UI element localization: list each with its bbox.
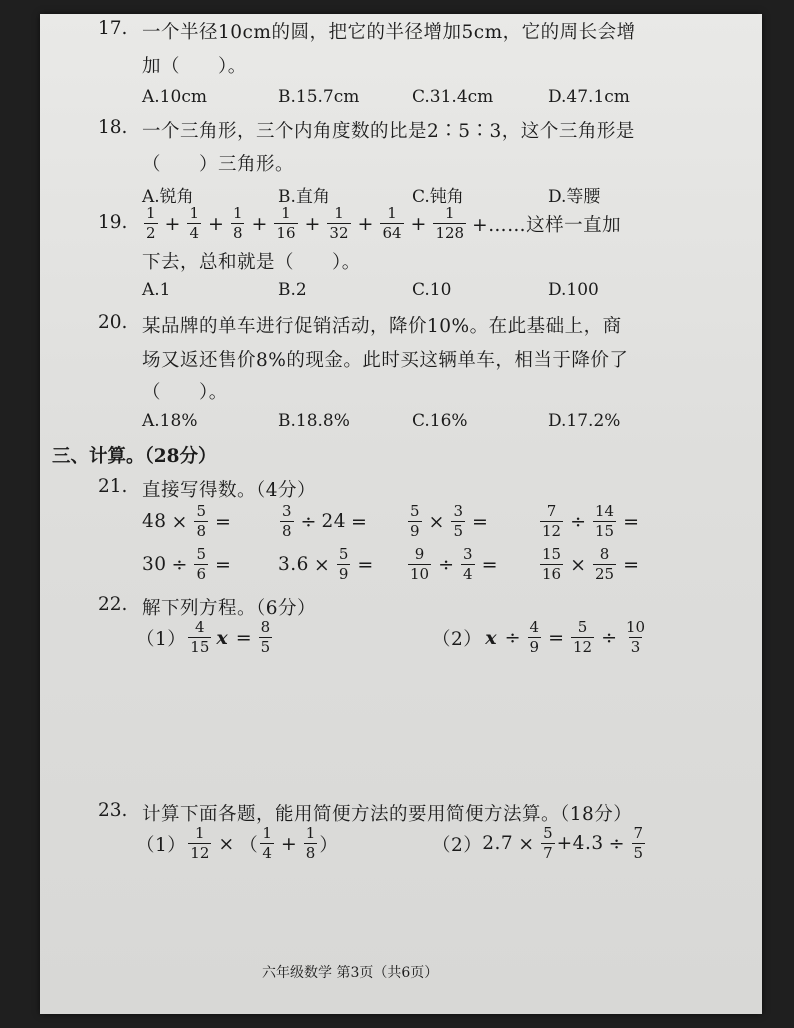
q17-line1: 一个半径10cm的圆，把它的半径增加5cm，它的周长会增 (142, 22, 636, 43)
q21-number: 21. (98, 476, 128, 497)
q19-option-b: B.2 (278, 280, 307, 300)
q18-line2: （ ）三角形。 (142, 154, 295, 175)
q20-line1: 某品牌的单车进行促销活动，降价10%。在此基础上，商 (142, 316, 622, 337)
q19-tail: +……这样一直加 (472, 214, 622, 236)
q19-option-c: C.10 (412, 280, 452, 300)
q17-line2: 加（ ）。 (142, 56, 247, 77)
q20-option-a: A.18% (142, 411, 198, 431)
q21-title: 直接写得数。（4分） (142, 480, 317, 501)
q19-fraction: $\frac{1}{2}$ (146, 204, 156, 242)
q18-number: 18. (98, 117, 128, 138)
q19-fraction: $\frac{1}{32}$ (329, 204, 349, 242)
q17-option-c: C.31.4cm (412, 87, 494, 107)
q20-number: 20. (98, 312, 128, 333)
q21-r2-a: 30 ÷ $\frac{5}{6}$ = (142, 545, 231, 583)
q18-option-c: C.钝角 (412, 187, 464, 207)
q19-option-d: D.100 (548, 280, 599, 300)
q17-option-a: A.10cm (142, 87, 207, 107)
q21-r1-a: 48 × $\frac{5}{8}$ = (142, 502, 231, 540)
q22-equation-2: （2） x ÷ $\frac{4}{9}$ = $\frac{5}{12}$ ÷ $\frac{10}{3}$ (432, 618, 646, 656)
q19-number: 19. (98, 212, 128, 233)
q21-r2-b: 3.6 × $\frac{5}{9}$ = (278, 545, 374, 583)
q17-option-d: D.47.1cm (548, 87, 630, 107)
q21-r2-c: $\frac{9}{10}$ ÷ $\frac{3}{4}$ = (410, 545, 498, 583)
q19-fraction: $\frac{1}{16}$ (276, 204, 296, 242)
q21-r2-d: $\frac{15}{16}$ × $\frac{8}{25}$ = (542, 545, 640, 583)
q18-line1: 一个三角形，三个内角度数的比是2∶5∶3，这个三角形是 (142, 121, 635, 142)
q20-option-d: D.17.2% (548, 411, 621, 431)
q19-option-a: A.1 (142, 280, 171, 300)
q20-option-c: C.16% (412, 411, 468, 431)
q18-option-b: B.直角 (278, 187, 330, 207)
q23-title: 计算下面各题，能用简便方法的要用简便方法算。（18分） (142, 804, 633, 825)
q18-option-a: A.锐角 (142, 187, 194, 207)
q20-option-b: B.18.8% (278, 411, 350, 431)
q21-r1-d: $\frac{7}{12}$ ÷ $\frac{14}{15}$ = (542, 502, 640, 540)
q23-number: 23. (98, 800, 128, 821)
section-three-title: 三、计算。（28分） (52, 446, 217, 467)
q23-expression-2: （2） 2.7 × $\frac{5}{7}$ +4.3 ÷ $\frac{7}{5}$ (432, 824, 644, 862)
q21-r1-b: $\frac{3}{8}$ ÷ 24 = (282, 502, 367, 540)
q22-equation-1: （1） $\frac{4}{15}$ x = $\frac{8}{5}$ (136, 618, 271, 656)
q19-fraction: $\frac{1}{128}$ (435, 204, 465, 242)
q20-line3: （ ）。 (142, 382, 228, 403)
q17-number: 17. (98, 18, 128, 39)
q18-option-d: D.等腰 (548, 187, 601, 207)
q19-fraction: $\frac{1}{8}$ (232, 204, 243, 242)
q19-series: $\frac{1}{2}$ + $\frac{1}{4}$ + $\frac{1}{8}$ + $\frac{1}{16}$ + $\frac{1}{32}$ + $\frac{1}{64}$ + $\frac{1}{128}$ +……这样一直加 (146, 204, 622, 242)
q19-fraction: $\frac{1}{64}$ (382, 204, 402, 242)
q20-line2: 场又返还售价8%的现金。此时买这辆单车，相当于降价了 (142, 350, 629, 371)
exam-page (40, 14, 762, 1014)
q23-expression-1: （1） $\frac{1}{12}$ × （ $\frac{1}{4}$ + $\frac{1}{8}$ ） (136, 824, 339, 862)
q19-fraction: $\frac{1}{4}$ (189, 204, 200, 242)
q22-title: 解下列方程。（6分） (142, 598, 317, 619)
page-footer: 六年级数学 第3页（共6页） (262, 965, 439, 981)
q22-number: 22. (98, 594, 128, 615)
q19-line2: 下去，总和就是（ ）。 (142, 252, 361, 273)
q17-option-b: B.15.7cm (278, 87, 360, 107)
q21-r1-c: $\frac{5}{9}$ × $\frac{3}{5}$ = (410, 502, 488, 540)
